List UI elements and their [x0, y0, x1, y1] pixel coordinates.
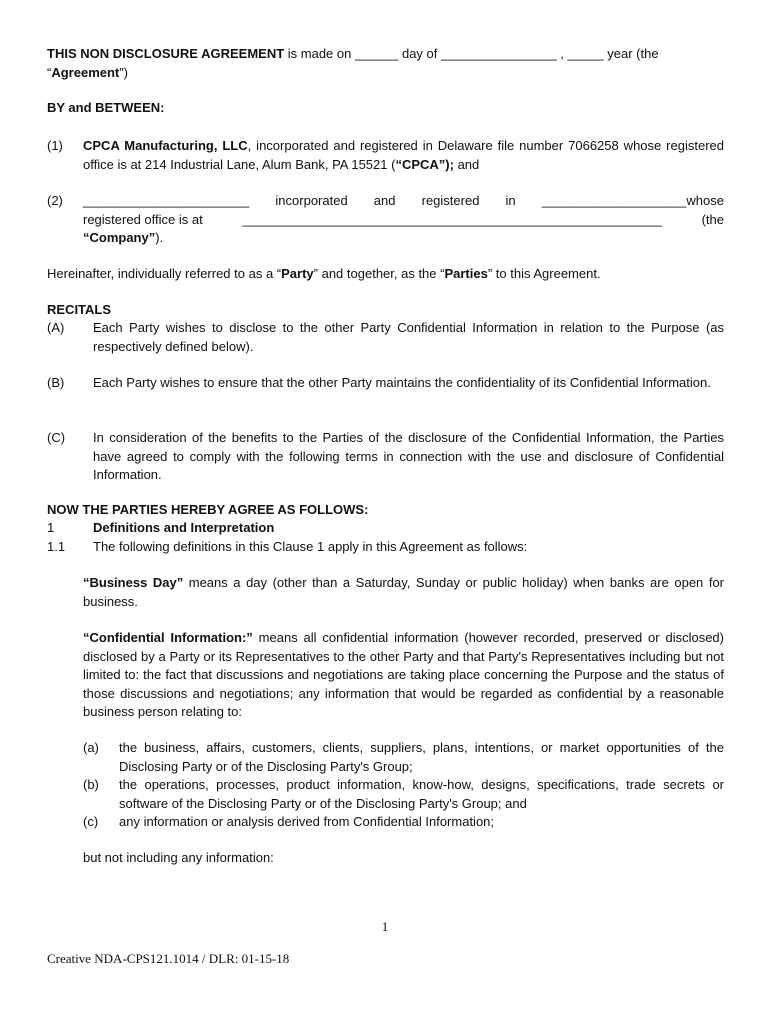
quote-close: ”)	[119, 64, 128, 80]
party-2	[47, 192, 724, 248]
party-2-word: incorporated	[275, 193, 348, 208]
subclause-number: 1.1	[47, 539, 66, 554]
business-day-text: means a day (other than a Saturday, Sunday or public holiday) when banks are open for business.	[83, 575, 724, 609]
recital-c	[47, 429, 724, 485]
definition-business-day	[83, 574, 724, 611]
confidential-information-text: means all confidential information (however recorded, preserved or disclosed) disclosed by a Party or its Representatives to the other Party and that Party's Representatives including but not limited to: the fact that discussions and negotiations are taking place concerning the Purpose and the status of those discussions and negotiations; any information that would be regarded as confidential by a reasonable business person relating to:	[83, 630, 724, 719]
clause-title: Definitions and Interpretation	[93, 520, 275, 535]
business-day-term: “Business Day”	[83, 575, 184, 590]
party-2-word: in	[505, 193, 516, 208]
party-2-word: registered	[421, 193, 480, 208]
party-1-description: , incorporated and registered in Delaware file number 7066258 whose registered office is at 214 Industrial Lane, Alum Bank, PA 15521 (	[83, 138, 724, 172]
party-2-word: and	[373, 193, 396, 208]
page-number: 1	[381, 919, 389, 934]
recital-text: Each Party wishes to ensure that the other Party maintains the confidentiality of its Confidential Information.	[93, 375, 711, 390]
party-1-number: (1)	[47, 138, 63, 153]
definition-sub-a	[83, 739, 724, 776]
sub-item-number: (c)	[83, 814, 99, 829]
document-id: Creative NDA-CPS121.1014 / DLR: 01-15-18	[47, 951, 290, 966]
recital-text: Each Party wishes to disclose to the other Party Confidential Information in relation to the Purpose (as respectively defined below).	[93, 320, 724, 354]
by-between-heading: BY and BETWEEN:	[47, 100, 165, 115]
party-2-name-blank: _______________________	[83, 193, 250, 208]
party-1	[47, 137, 724, 174]
hereinafter-paragraph	[47, 265, 724, 284]
party-term: Party	[281, 266, 314, 281]
recital-number: (A)	[47, 320, 65, 335]
party-2-line-2	[83, 211, 724, 230]
hereinafter-text: ” and together, as the “	[313, 266, 445, 281]
clause-1-1	[47, 538, 724, 557]
recital-number: (B)	[47, 375, 65, 390]
sub-item-text: the business, affairs, customers, clients, suppliers, plans, intentions, or market opportunities of the Disclosing Party or of the Disclosing Party's Group;	[119, 740, 724, 774]
recital-a	[47, 319, 724, 356]
party-2-number: (2)	[47, 193, 63, 208]
party-2-text	[83, 192, 724, 248]
but-not-including: but not including any information:	[83, 850, 274, 865]
agreement-term: Agreement	[51, 64, 120, 80]
company-tail: ).	[155, 230, 164, 245]
party-1-tail: and	[453, 156, 480, 172]
company-term: “Company”	[83, 230, 156, 245]
parties-term: Parties	[444, 266, 488, 281]
sub-item-number: (a)	[83, 740, 99, 755]
recitals-heading: RECITALS	[47, 302, 112, 317]
intro-line-1	[47, 45, 724, 64]
intro-line-2	[47, 64, 724, 83]
party-2-office-blank: __________________________________________________________	[242, 211, 662, 227]
recital-b	[47, 374, 724, 393]
clause-number: 1	[47, 520, 55, 535]
recital-number: (C)	[47, 430, 66, 445]
recital-text: In consideration of the benefits to the Parties of the disclosure of the Confidential Information, the Parties have agreed to comply with the following terms in connection with the use and disclosure of Confidential Information.	[93, 430, 724, 482]
party-2-line-1	[83, 192, 724, 211]
subclause-text: The following definitions in this Clause 1 apply in this Agreement as follows:	[93, 539, 528, 554]
definition-sub-b	[83, 776, 724, 813]
party-2-office-label: registered office is at	[83, 211, 203, 227]
sub-item-number: (b)	[83, 777, 99, 792]
hereinafter-text: Hereinafter, individually referred to as a “	[47, 266, 282, 281]
quote-open: “	[47, 64, 52, 80]
party-1-name: CPCA Manufacturing, LLC	[83, 138, 248, 153]
party-1-short-name: “CPCA”);	[395, 156, 454, 172]
party-2-line-3	[83, 229, 724, 248]
party-2-the: (the	[701, 211, 724, 227]
party-2-registration-blank: ____________________whose	[541, 193, 724, 208]
definition-sub-c	[83, 813, 724, 832]
intro-paragraph	[47, 45, 724, 82]
agree-heading: NOW THE PARTIES HEREBY AGREE AS FOLLOWS:	[47, 502, 369, 517]
intro-text: is made on ______ day of ________________ , _____ year (the	[284, 46, 659, 61]
clause-1	[47, 519, 724, 538]
sub-item-text: any information or analysis derived from Confidential Information;	[119, 814, 495, 829]
agreement-title: THIS NON DISCLOSURE AGREEMENT	[47, 46, 285, 61]
confidential-information-term: “Confidential Information:”	[83, 630, 253, 645]
party-1-text	[83, 137, 724, 174]
sub-item-text: the operations, processes, product information, know-how, designs, specifications, trade secrets or software of the Disclosing Party or of the Disclosing Party's Group; and	[119, 777, 724, 811]
hereinafter-text: ” to this Agreement.	[487, 266, 601, 281]
definition-confidential-information	[83, 629, 724, 722]
